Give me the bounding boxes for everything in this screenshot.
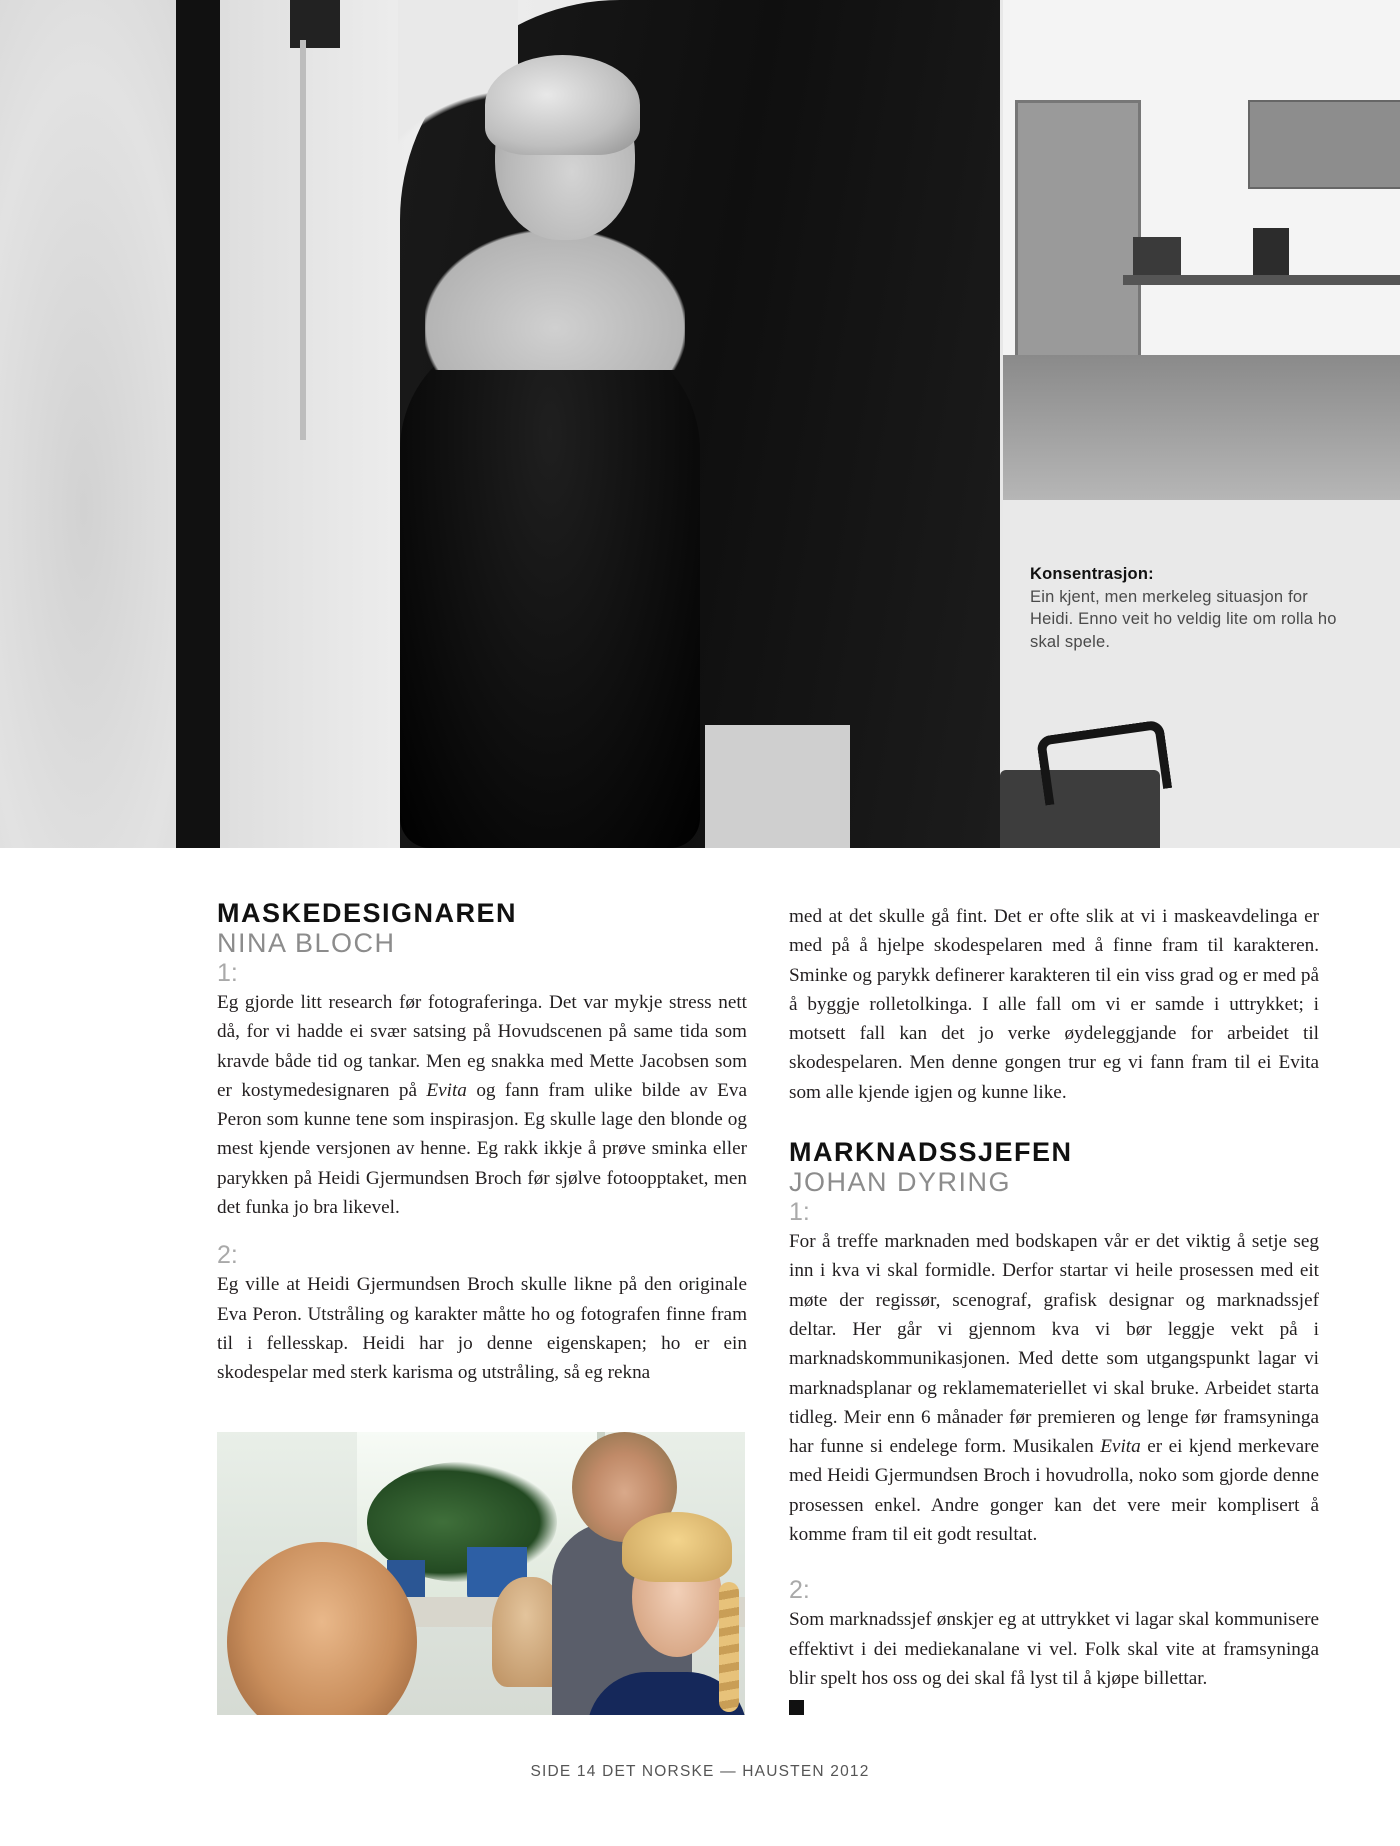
actress-hair bbox=[622, 1512, 732, 1582]
makeup-photo bbox=[217, 1432, 745, 1715]
room-appliance bbox=[1133, 237, 1181, 275]
room-floor bbox=[1003, 355, 1400, 500]
question-number: 1: bbox=[217, 959, 238, 987]
caption-title: Konsentrasjon: bbox=[1030, 565, 1154, 583]
photo-caption bbox=[1030, 563, 1340, 653]
question-number: 1: bbox=[789, 1198, 810, 1227]
continued-paragraph: med at det skulle gå fint. Det er ofte slik at vi i maskeavdelinga er med på å hjelpe skodespelaren med å finne fram til karakteren. Sminke og parykk definerer karakteren til ein viss grad og er med på å byggje rolletolkinga. I alle fall om vi er samde i uttrykket; i motsett fall kan det jo verke øydeleggjande for arbeidet til skodespelaren. Men denne gongen trur eg vi fann fram til ei Evita som alle kjende igjen og kunne like. bbox=[789, 906, 1319, 1103]
actress-shoulders bbox=[425, 230, 685, 370]
light-stand bbox=[300, 40, 306, 440]
room-door bbox=[1015, 100, 1141, 361]
room-counter bbox=[1123, 275, 1400, 285]
studio-lamp bbox=[290, 0, 340, 48]
answer-paragraph-1: Eg gjorde litt research før fotograferinga. Det var mykje stress nett då, for vi hadde ei svær satsing på Hovudscenen på same tida som kravde både tid og tankar. Men eg snakka med Mette Jacobsen som er kostymedesignaren på Evita og fann fram ulike bilde av Eva Peron som kunne tene som inspirasjon. Eg skulle lage den blonde og mest kjende versjonen av henne. Eg rakk ikkje å prøve sminka eller parykken på Heidi Gjermundsen Broch før sjølve fotoopptaket, men det funka jo bra likevel. bbox=[217, 992, 747, 1219]
room-coffee-machine bbox=[1253, 228, 1289, 275]
backdrop-pole bbox=[176, 0, 220, 848]
caption-text: Ein kjent, men merkeleg situasjon for Heidi. Enno veit ho veldig lite om rolla ho skal spele. bbox=[1030, 587, 1337, 651]
answer-paragraph-2: Som marknadssjef ønskjer eg at uttrykket vi lagar skal kommunisere effektivt i dei mediekanalane vi vel. Folk skal vite at framsyninga blir spelt hos oss og dei skal få lyst til å kjøpe billettar. bbox=[789, 1609, 1319, 1689]
end-of-article-mark bbox=[789, 1700, 804, 1715]
answer-paragraph-2: Eg ville at Heidi Gjermundsen Broch skulle likne på den originale Eva Peron. Utstråling og karakter måtte ho og fotografen finne fram til i fellesskap. Heidi har jo denne eigenskapen; ho er ein skodespelar med sterk karisma og utstråling, så eg rekna bbox=[217, 1274, 747, 1384]
section-person-name: JOHAN DYRING bbox=[789, 1167, 1012, 1198]
room-cabinet bbox=[1248, 100, 1400, 189]
background-room bbox=[1003, 0, 1400, 500]
section-title-maskedesignaren: MASKEDESIGNAREN bbox=[217, 898, 518, 928]
question-number: 2: bbox=[789, 1576, 810, 1605]
actress-braid bbox=[719, 1582, 739, 1712]
section-person-name: NINA BLOCH bbox=[217, 928, 396, 958]
page-footer: SIDE 14 DET NORSKE — HAUSTEN 2012 bbox=[530, 1763, 870, 1780]
section-title-marknadssjefen: MARKNADSSJEFEN bbox=[789, 1137, 1073, 1168]
hero-photo bbox=[0, 0, 1400, 848]
reflector-box bbox=[705, 725, 850, 848]
answer-paragraph-1: For å treffe marknaden med bodskapen vår er det viktig å setje seg inn i kva vi skal formidle. Derfor startar vi heile prosessen med eit møte der regissør, scenograf, grafisk designar og marknadssjef deltar. Her går vi gjennom kva vi bør leggje vekt på i marknadskommunikasjonen. Med dette som utgangspunkt lagar vi marknadsplanar og reklamemateriellet vi skal bruke. Arbeidet starta tidleg. Meir enn 6 månader før premieren og lenge før framsyninga har funne si endelege form. Musikalen Evita er ei kjend merkevare med Heidi Gjermundsen Broch i hovudrolla, noko som gjorde denne prosessen enkel. Andre gonger kan det vere meir komplisert å komme fram til eit godt resultat. bbox=[789, 1231, 1319, 1546]
actress-dress bbox=[400, 330, 700, 848]
question-number: 2: bbox=[217, 1241, 238, 1270]
actress-hair bbox=[485, 55, 640, 155]
